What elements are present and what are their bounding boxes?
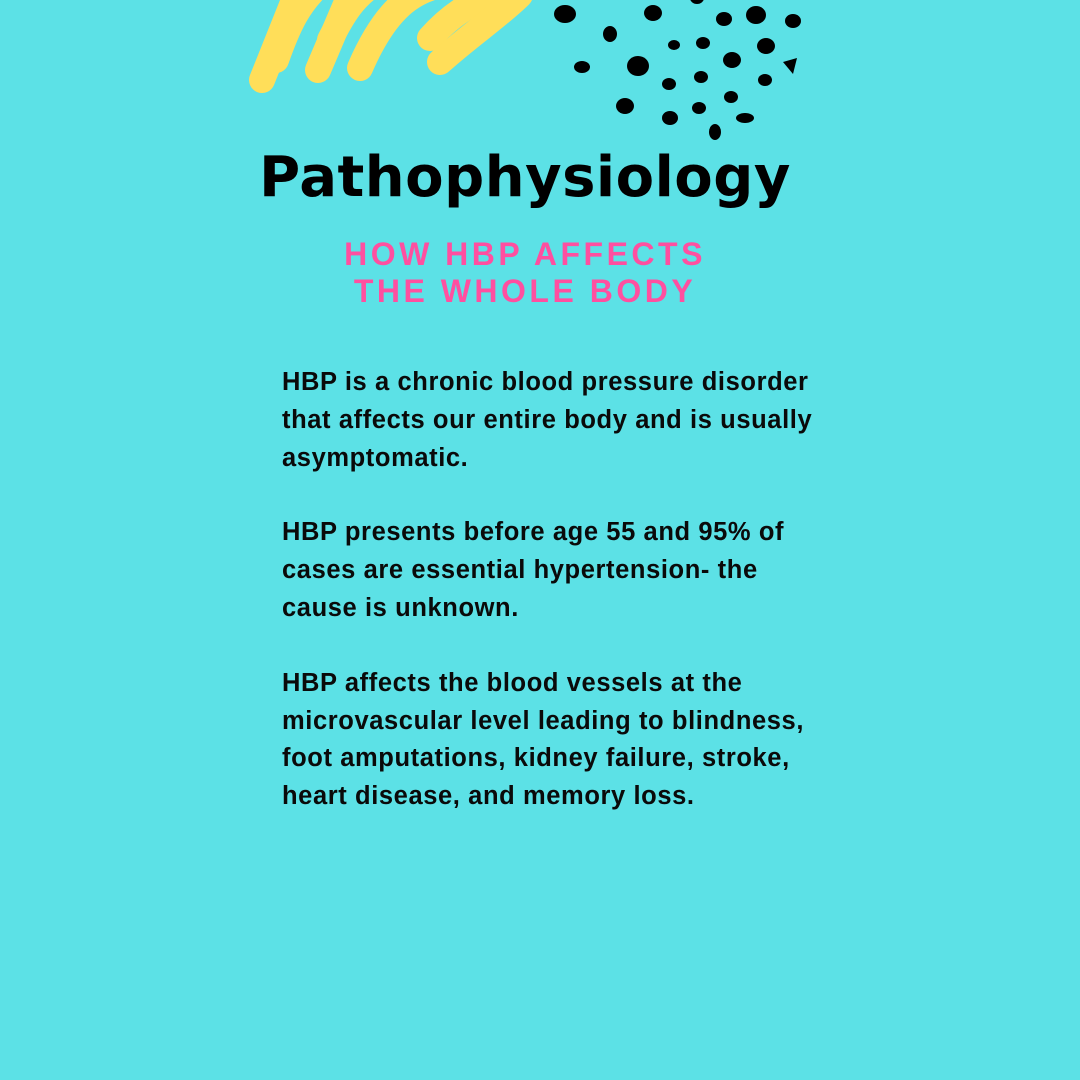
paragraph-onset: HBP presents before age 55 and 95% of cases are essential hypertension- the cause is unknown.	[282, 518, 785, 622]
body-text	[282, 364, 822, 853]
yellow-squiggle-icon	[262, 0, 520, 80]
subtitle	[290, 236, 760, 310]
subtitle-line-1: HOW HBP AFFECTS	[344, 236, 706, 272]
paragraph-definition: HBP is a chronic blood pressure disorder that affects our entire body and is usually asymptomatic.	[282, 368, 813, 472]
page-title: Pathophysiology	[259, 145, 791, 210]
subtitle-line-2: THE WHOLE BODY	[353, 273, 697, 309]
paragraph-effects: HBP affects the blood vessels at the microvascular level leading to blindness, foot amputations, kidney failure, stroke, heart disease, and memory loss.	[282, 668, 805, 811]
dot-pattern-icon	[554, 0, 801, 140]
